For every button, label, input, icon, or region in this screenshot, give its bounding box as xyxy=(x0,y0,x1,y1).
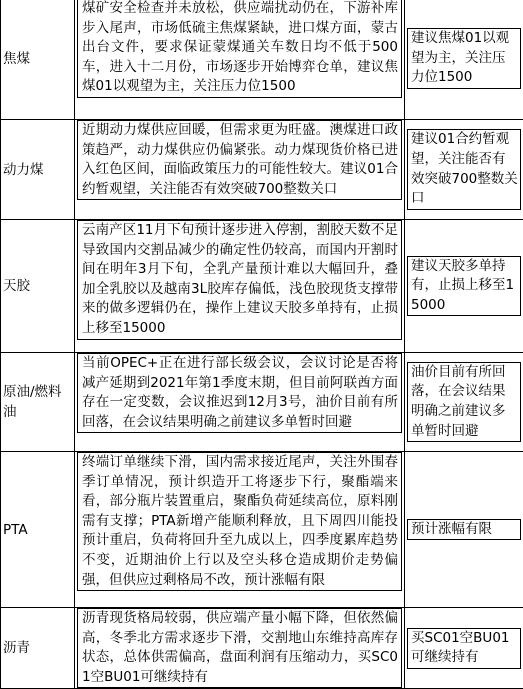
commodity-name-cell xyxy=(1,452,75,608)
advice-text: 油价目前有所回落，在会议结果明确之前建议多单暂时回避 xyxy=(408,363,520,441)
analysis-text: 云南产区11月下旬预计逐步进入停割，割胶天数不足导致国内交割品减少的确定性仍较高，而国内开割时间在明年3月下旬，全乳产量预计难以大幅回升，叠加全乳胶以及越南3L胶库存偏低，浅色胶现货支撑带来的做多逻辑仍在，操作上建议天胶多单持有，止损上移至15000 xyxy=(78,221,401,339)
table-row xyxy=(1,220,523,353)
commodity-name: 天胶 xyxy=(3,278,30,294)
advice-cell xyxy=(405,452,523,608)
advice-cell xyxy=(405,353,523,452)
commodity-name: PTA xyxy=(3,522,28,538)
table-row xyxy=(1,120,523,220)
table-row xyxy=(1,608,523,689)
analysis-text: 近期动力煤供应回暖，但需求更为旺盛。澳煤进口政策趋严，动力煤供应仍偏紧张。动力煤现货价格已进入红色区间，面临政策压力的可能性较大。建议01合约暂观望，关注能否有效突破700整数关口 xyxy=(78,121,401,199)
commodity-name: 沥青 xyxy=(3,640,30,656)
analysis-text: 煤矿安全检查并未放松，供应端扰动仍在，下游补库步入尾声，市场低硫主焦煤紧缺，进口煤方面，蒙古出台文件，要求保证蒙煤通关车数日均不低于500车，进入十二月份，市场逐步开始博弈仓单，建议焦煤01以观望为主，关注压力位1500 xyxy=(78,0,401,97)
advice-text: 建议焦煤01以观望为主，关注压力位1500 xyxy=(408,29,520,88)
advice-cell xyxy=(405,220,523,353)
analysis-cell xyxy=(75,452,405,608)
analysis-cell xyxy=(75,220,405,353)
analysis-text: 当前OPEC+正在进行部长级会议，会议讨论是否将减产延期到2021年第1季度末期，但目前阿联酋方面存在一定变数，会议推迟到12月3号，油价目前有所回落，在会议结果明确之前建议多单暂时回避 xyxy=(78,354,401,432)
analysis-text: 沥青现货格局较弱，供应端产量小幅下降，但依然偏高，冬季北方需求逐步下滑，交割地山东维持高库存状态，总体供需偏高，盘面利润有压缩动力，买SC01空BU01可继续持有 xyxy=(78,609,401,687)
commodity-name: 焦煤 xyxy=(3,51,30,67)
analysis-cell xyxy=(75,120,405,220)
advice-cell xyxy=(405,120,523,220)
commodity-name-cell xyxy=(1,0,75,120)
advice-cell xyxy=(405,0,523,120)
commodity-name-cell xyxy=(1,220,75,353)
analysis-cell xyxy=(75,608,405,689)
analysis-text: 终端订单继续下滑，国内需求接近尾声，关注外围春季订单情况，预计织造开工将逐步下行，聚酯端来看，部分瓶片装置重启，聚酯负荷延续高位，原料刚需有支撑；PTA新增产能顺利释放，且下周四川能投预计重启，负荷将回升至九成以上，四季度累库趋势不变，近期油价上行以及空头移仓造成期价走势偏强，但供应过剩格局不改，预计涨幅有限 xyxy=(78,453,401,590)
table-row xyxy=(1,353,523,452)
commodity-name: 原油/燃料油 xyxy=(3,384,62,420)
commodity-name-cell xyxy=(1,353,75,452)
commodity-name-cell xyxy=(1,120,75,220)
advice-text: 买SC01空BU01可继续持有 xyxy=(408,629,520,668)
table-row xyxy=(1,452,523,608)
advice-cell xyxy=(405,608,523,689)
analysis-cell xyxy=(75,0,405,120)
advice-text: 预计涨幅有限 xyxy=(408,520,520,540)
advice-text: 建议01合约暂观望，关注能否有效突破700整数关口 xyxy=(408,130,520,208)
advice-text: 建议天胶多单持有，止损上移至15000 xyxy=(408,257,520,316)
commodity-name-cell xyxy=(1,608,75,689)
analysis-cell xyxy=(75,353,405,452)
table-row xyxy=(1,0,523,120)
commodity-name: 动力煤 xyxy=(3,162,44,178)
